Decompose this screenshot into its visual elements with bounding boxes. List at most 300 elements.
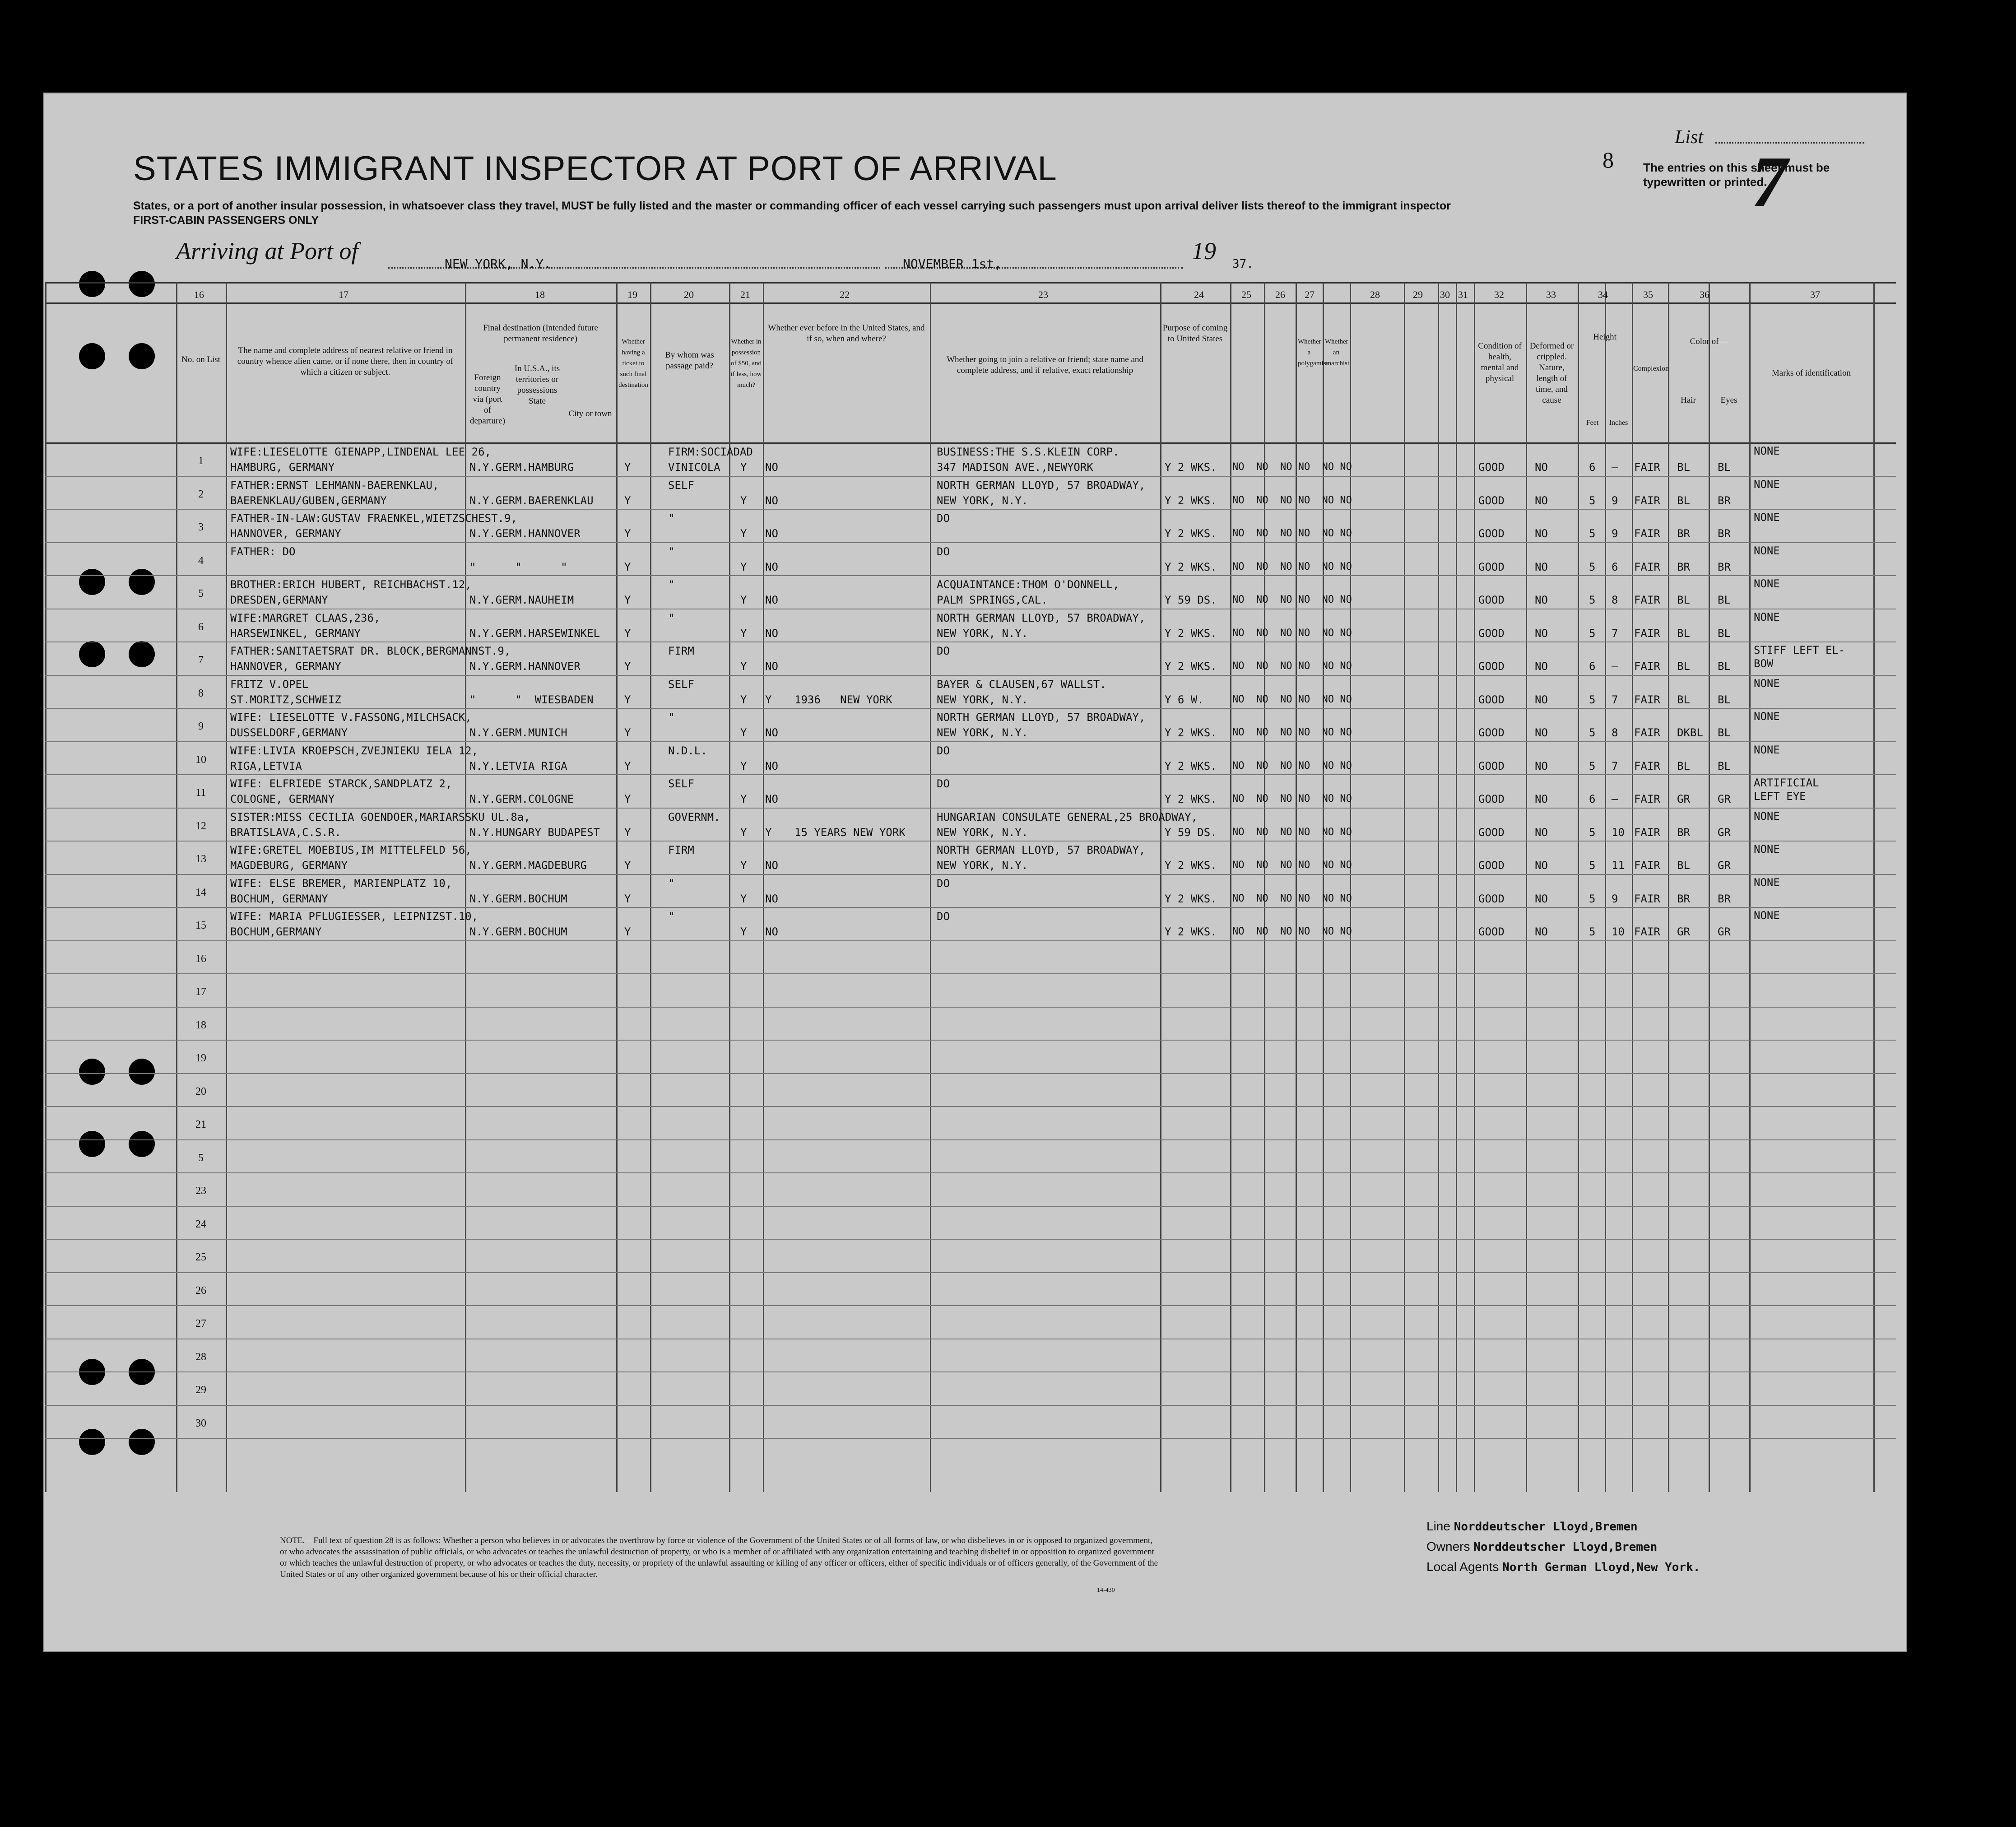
ticket-value: Y: [624, 660, 631, 673]
col-number: 18: [535, 289, 545, 300]
questions-values: NO NO NO NO NO NO: [1232, 561, 1352, 572]
final-destination: " " WIESBADEN: [469, 693, 594, 706]
eye-color: BL: [1718, 461, 1731, 474]
ticket-value: Y: [624, 726, 631, 739]
final-destination: N.Y.GERM.BAERENKLAU: [469, 494, 594, 507]
passage-paid: ": [668, 545, 675, 558]
row-number: 25: [195, 1251, 206, 1263]
money-value: Y: [740, 560, 747, 573]
before-yes-no: NO: [765, 461, 778, 474]
complexion-value: FAIR: [1634, 560, 1660, 573]
purpose-value: Y 6 W.: [1165, 693, 1204, 706]
row-number: 1: [198, 455, 204, 467]
row-number: 3: [198, 521, 204, 533]
passage-paid: ": [668, 910, 675, 923]
marks-value: NONE: [1754, 876, 1780, 889]
ticket-value: Y: [624, 759, 631, 772]
money-value: Y: [740, 693, 747, 706]
purpose-value: Y 2 WKS.: [1165, 925, 1217, 938]
row-number: 29: [195, 1384, 206, 1396]
relative-address-line2: DUSSELDORF,GERMANY: [230, 726, 348, 739]
passage-paid-line2: VINICOLA: [668, 461, 720, 474]
row-number: 14: [195, 886, 206, 898]
questions-values: NO NO NO NO NO NO: [1232, 461, 1352, 473]
joining-line1: DO: [937, 512, 950, 525]
deformed-value: NO: [1535, 494, 1548, 507]
hair-color: BR: [1677, 892, 1690, 905]
before-yes-no: NO: [765, 527, 778, 540]
passage-paid: FIRM:SOCIADAD: [668, 446, 753, 458]
questions-values: NO NO NO NO NO NO: [1232, 727, 1352, 738]
marks-value: NONE: [1754, 710, 1780, 723]
deformed-value: NO: [1535, 892, 1548, 905]
complexion-value: FAIR: [1634, 527, 1660, 540]
header-money: Whether in possession of $50, and if less, how much?: [730, 338, 762, 389]
row-number: 24: [195, 1218, 206, 1230]
row-number: 2: [198, 488, 204, 500]
purpose-value: Y 2 WKS.: [1165, 560, 1217, 573]
relative-address-line1: FATHER: DO: [230, 545, 296, 558]
hair-color: BL: [1677, 759, 1690, 772]
passage-paid: ": [668, 611, 675, 624]
hair-color: GR: [1677, 925, 1690, 938]
col-number: 28: [1370, 289, 1380, 300]
purpose-value: Y 2 WKS.: [1165, 527, 1217, 540]
before-yes-no: NO: [765, 925, 778, 938]
marks-value: ARTIFICIAL LEFT EYE: [1754, 776, 1819, 803]
before-yes-no: NO: [765, 793, 778, 805]
eye-color: BR: [1718, 494, 1731, 507]
row-number: 26: [195, 1284, 206, 1297]
ticket-value: Y: [624, 594, 631, 606]
joining-line2: NEW YORK, N.Y.: [937, 494, 1028, 507]
marks-value: NONE: [1754, 843, 1780, 855]
height-inches: 10: [1612, 826, 1625, 839]
condition-value: GOOD: [1478, 793, 1505, 805]
deformed-value: NO: [1535, 560, 1548, 573]
passage-paid: ": [668, 578, 675, 591]
relative-address-line1: FATHER:SANITAETSRAT DR. BLOCK,BERGMANNST.9,: [230, 645, 511, 657]
relative-address-line1: WIFE:GRETEL MOEBIUS,IM MITTELFELD 56,: [230, 844, 472, 856]
height-inches: 7: [1612, 693, 1618, 706]
joining-line1: BUSINESS:THE S.S.KLEIN CORP.: [937, 446, 1119, 458]
joining-line1: DO: [937, 645, 950, 657]
height-feet: 5: [1589, 560, 1596, 573]
height-inches: –: [1612, 461, 1618, 474]
relative-address-line2: HANNOVER, GERMANY: [230, 527, 341, 540]
passage-paid: ": [668, 877, 675, 890]
row-number: 17: [195, 986, 206, 998]
joining-line1: DO: [937, 910, 950, 923]
complexion-value: FAIR: [1634, 759, 1660, 772]
eye-color: BL: [1718, 627, 1731, 640]
questions-values: NO NO NO NO NO NO: [1232, 926, 1352, 937]
ticket-value: Y: [624, 925, 631, 938]
final-destination: N.Y.GERM.NAUHEIM: [469, 594, 574, 606]
row-number: 28: [195, 1351, 206, 1363]
eye-color: BL: [1718, 594, 1731, 606]
arriving-label: Arriving at Port of: [176, 237, 358, 265]
passage-paid: GOVERNM.: [668, 810, 720, 823]
eye-color: BL: [1718, 693, 1731, 706]
page-number: 8: [1603, 147, 1614, 172]
agents-value: North German Lloyd,New York.: [1502, 1561, 1700, 1574]
height-feet: 6: [1589, 461, 1596, 474]
eye-color: BR: [1718, 560, 1731, 573]
deformed-value: NO: [1535, 859, 1548, 872]
final-destination: N.Y.GERM.COLOGNE: [469, 793, 574, 805]
line-label: Line: [1426, 1519, 1450, 1533]
money-value: Y: [740, 925, 747, 938]
height-feet: 5: [1589, 627, 1596, 640]
hair-color: DKBL: [1677, 726, 1703, 739]
row-number: 19: [195, 1052, 206, 1064]
hair-color: BL: [1677, 594, 1690, 606]
final-destination: N.Y.GERM.BOCHUM: [469, 925, 567, 938]
footer-note: NOTE.—Full text of question 28 is as follows: Whether a person who believes in or advocates the overthrow by force or violence of the Government of the United States or of all forms of law, or who disbelieves in or is opposed to organized government, or who advocates the assassination of public officials, or who advocates or teaches the unlawful destruction of property, or who is a member of or affiliated with any organization entertaining and teaching disbelief in or opposition to organized government or which teaches the unlawful destruction of property, or who advocates or teaches the duty, necessity, or propriety of the unlawful assaulting or killing of any officer or officers, either of specific individuals or of officers generally, of the Government of the United States or of any other organized government because of his or their official character.: [280, 1536, 1158, 1579]
condition-value: GOOD: [1478, 726, 1505, 739]
row-number: 21: [195, 1119, 206, 1130]
marks-value: STIFF LEFT EL- BOW: [1754, 644, 1845, 670]
height-inches: 7: [1612, 759, 1618, 772]
hair-color: BL: [1677, 693, 1690, 706]
marks-value: NONE: [1754, 743, 1780, 756]
joining-line1: NORTH GERMAN LLOYD, 57 BROADWAY,: [937, 479, 1146, 492]
complexion-value: FAIR: [1634, 494, 1660, 507]
col-number: 37: [1810, 289, 1820, 300]
relative-address-line2: BAERENKLAU/GUBEN,GERMANY: [230, 494, 387, 507]
deformed-value: NO: [1535, 793, 1548, 805]
relative-address-line2: RIGA,LETVIA: [230, 759, 302, 772]
relative-address-line2: DRESDEN,GERMANY: [230, 594, 328, 606]
col-number: 25: [1241, 289, 1251, 300]
condition-value: GOOD: [1478, 759, 1505, 772]
agents-field: [1426, 1560, 1700, 1574]
passage-paid: FIRM: [668, 844, 694, 856]
before-yes-no: NO: [765, 759, 778, 772]
year-suffix: 37.: [1232, 257, 1254, 271]
relative-address-line2: HANNOVER, GERMANY: [230, 660, 341, 673]
instructions-line-1: States, or a port of another insular possession, in whatsoever class they travel, MUST be fully listed and the master or commanding officer of each vessel carrying such passengers must upon arrival deliver lists thereof to the immigrant inspector: [133, 200, 1451, 212]
purpose-value: Y 2 WKS.: [1165, 461, 1217, 474]
money-value: Y: [740, 759, 747, 772]
condition-value: GOOD: [1478, 693, 1505, 706]
condition-value: GOOD: [1478, 826, 1505, 839]
height-inches: –: [1612, 660, 1618, 673]
hair-color: BR: [1677, 826, 1690, 839]
questions-values: NO NO NO NO NO NO: [1232, 693, 1352, 705]
joining-line2: NEW YORK, N.Y.: [937, 859, 1028, 872]
condition-value: GOOD: [1478, 494, 1505, 507]
header-hair: Hair: [1681, 395, 1696, 405]
passage-paid: N.D.L.: [668, 744, 707, 757]
final-destination: N.Y.GERM.MAGDEBURG: [469, 859, 587, 872]
height-inches: 11: [1612, 859, 1625, 872]
joining-line1: NORTH GERMAN LLOYD, 57 BROADWAY,: [937, 611, 1146, 624]
year-prefix: 19: [1192, 237, 1216, 265]
height-feet: 6: [1589, 793, 1596, 805]
header-marks: Marks of identification: [1771, 368, 1851, 378]
joining-line1: BAYER & CLAUSEN,67 WALLST.: [937, 678, 1106, 691]
ticket-value: Y: [624, 793, 631, 805]
condition-value: GOOD: [1478, 859, 1505, 872]
col-number: 22: [840, 289, 850, 300]
purpose-value: Y 2 WKS.: [1165, 759, 1217, 772]
deformed-value: NO: [1535, 660, 1548, 673]
passage-paid: SELF: [668, 479, 694, 492]
complexion-value: FAIR: [1634, 461, 1660, 474]
money-value: Y: [740, 726, 747, 739]
row-number: 10: [195, 753, 206, 766]
header-foreign-country: Foreign country via (port of departure): [469, 373, 506, 426]
complexion-value: FAIR: [1634, 693, 1660, 706]
relative-address-line2: ST.MORITZ,SCHWEIZ: [230, 693, 341, 706]
joining-line2: NEW YORK, N.Y.: [937, 726, 1028, 739]
marks-value: NONE: [1754, 511, 1780, 524]
complexion-value: FAIR: [1634, 726, 1660, 739]
hair-color: BR: [1677, 560, 1690, 573]
col-number: 20: [684, 289, 694, 300]
relative-address-line2: HARSEWINKEL, GERMANY: [230, 627, 361, 640]
eye-color: BR: [1718, 892, 1731, 905]
questions-values: NO NO NO NO NO NO: [1232, 627, 1352, 639]
purpose-value: Y 59 DS.: [1165, 826, 1217, 839]
eye-color: GR: [1718, 859, 1731, 872]
height-feet: 5: [1589, 925, 1596, 938]
eye-color: BL: [1718, 726, 1731, 739]
relative-address-line1: WIFE: ELSE BREMER, MARIENPLATZ 10,: [230, 877, 452, 890]
row-number: 23: [195, 1185, 206, 1197]
header-complexion: Complexion: [1633, 365, 1669, 372]
relative-address-line1: FRITZ V.OPEL: [230, 678, 309, 691]
complexion-value: FAIR: [1634, 826, 1660, 839]
relative-address-line1: WIFE: MARIA PFLUGIESSER, LEIPNIZST.10,: [230, 910, 478, 923]
line-field: [1426, 1519, 1638, 1534]
ticket-value: Y: [624, 892, 631, 905]
row-number: 6: [198, 621, 204, 633]
before-yes-no: NO: [765, 660, 778, 673]
height-feet: 5: [1589, 693, 1596, 706]
before-yes-no: NO: [765, 859, 778, 872]
questions-values: NO NO NO NO NO NO: [1232, 860, 1352, 871]
row-number: 13: [195, 853, 206, 865]
height-feet: 5: [1589, 527, 1596, 540]
relative-address-line1: WIFE:LIESELOTTE GIENAPP,LINDENAL LEE 26,: [230, 446, 491, 458]
relative-address-line1: WIFE:LIVIA KROEPSCH,ZVEJNIEKU IELA 12,: [230, 744, 478, 757]
hair-color: BL: [1677, 627, 1690, 640]
marks-value: NONE: [1754, 577, 1780, 590]
relative-address-line1: FATHER:ERNST LEHMANN-BAERENKLAU,: [230, 479, 439, 492]
deformed-value: NO: [1535, 726, 1548, 739]
hair-color: BL: [1677, 859, 1690, 872]
final-destination: N.Y.GERM.HAMBURG: [469, 461, 574, 474]
joining-line2: NEW YORK, N.Y.: [937, 627, 1028, 640]
col-number: 27: [1305, 289, 1315, 300]
complexion-value: FAIR: [1634, 859, 1660, 872]
col-number: 34: [1598, 289, 1608, 300]
joining-line1: DO: [937, 777, 950, 790]
before-yes-no: NO: [765, 560, 778, 573]
col-number: 32: [1494, 289, 1504, 300]
row-number: 18: [195, 1019, 206, 1031]
joining-line1: DO: [937, 744, 950, 757]
complexion-value: FAIR: [1634, 892, 1660, 905]
hair-color: GR: [1677, 793, 1690, 805]
height-feet: 5: [1589, 726, 1596, 739]
height-inches: –: [1612, 793, 1618, 805]
header-color-of: Color of—: [1690, 337, 1728, 346]
manifest-table: [45, 282, 1896, 1492]
deformed-value: NO: [1535, 627, 1548, 640]
row-number: 5: [198, 588, 204, 600]
height-inches: 9: [1612, 494, 1618, 507]
purpose-value: Y 2 WKS.: [1165, 793, 1217, 805]
money-value: Y: [740, 527, 747, 540]
col-number: 19: [627, 289, 637, 300]
relative-address-line2: BOCHUM,GERMANY: [230, 925, 322, 938]
page-title: STATES IMMIGRANT INSPECTOR AT PORT OF ARRIVAL: [133, 149, 1057, 188]
col-number: 31: [1458, 289, 1468, 300]
final-destination: " " ": [469, 560, 567, 573]
before-when-where: 1936 NEW YORK: [794, 693, 892, 706]
height-inches: 6: [1612, 560, 1618, 573]
relative-address-line2: BRATISLAVA,C.S.R.: [230, 826, 341, 839]
height-feet: 5: [1589, 594, 1596, 606]
col-number: 17: [339, 289, 348, 300]
header-purpose: Purpose of coming to United States: [1162, 323, 1228, 344]
money-value: Y: [740, 859, 747, 872]
joining-line2: NEW YORK, N.Y.: [937, 693, 1028, 706]
ticket-value: Y: [624, 627, 631, 640]
money-value: Y: [740, 660, 747, 673]
row-number: 4: [198, 554, 204, 567]
col-number: 35: [1643, 289, 1653, 300]
eye-color: GR: [1718, 826, 1731, 839]
header-height: Height: [1593, 332, 1617, 342]
relative-address-line2: COLOGNE, GERMANY: [230, 793, 335, 805]
marks-value: NONE: [1754, 809, 1780, 823]
before-yes-no: NO: [765, 726, 778, 739]
hair-color: BL: [1677, 494, 1690, 507]
questions-values: NO NO NO NO NO NO: [1232, 793, 1352, 804]
header-eyes: Eyes: [1720, 395, 1737, 405]
purpose-value: Y 2 WKS.: [1165, 726, 1217, 739]
col-number: 30: [1440, 289, 1450, 300]
col-number: 23: [1038, 289, 1048, 300]
purpose-value: Y 2 WKS.: [1165, 660, 1217, 673]
joining-line2: 347 MADISON AVE.,NEWYORK: [937, 461, 1093, 474]
list-number-handwritten: 7: [1751, 141, 1788, 222]
purpose-value: Y 59 DS.: [1165, 594, 1217, 606]
deformed-value: NO: [1535, 826, 1548, 839]
before-yes-no: Y: [765, 693, 772, 706]
purpose-value: Y 2 WKS.: [1165, 859, 1217, 872]
header-going-join: Whether going to join a relative or friend; state name and complete address, and if relative, exact relationship: [947, 355, 1143, 375]
arrival-date: NOVEMBER 1st,: [903, 256, 1002, 271]
row-number: 27: [195, 1318, 206, 1330]
instructions: [133, 199, 1623, 228]
header-relative: The name and complete address of nearest relative or friend in country whence alien came, or if none there, then in country of which a citizen or subject.: [237, 346, 454, 377]
complexion-value: FAIR: [1634, 660, 1660, 673]
header-deformed: Deformed or crippled. Nature, length of time, and cause: [1529, 341, 1574, 405]
marks-value: NONE: [1754, 445, 1780, 457]
height-feet: 5: [1589, 759, 1596, 772]
joining-line1: ACQUAINTANCE:THOM O'DONNELL,: [937, 578, 1119, 591]
deformed-value: NO: [1535, 759, 1548, 772]
ticket-value: Y: [624, 826, 631, 839]
header-city: City or town: [568, 409, 612, 418]
row-number: 8: [198, 687, 204, 699]
line-value: Norddeutscher Lloyd,Bremen: [1454, 1520, 1638, 1534]
ticket-value: Y: [624, 494, 631, 507]
relative-address-line1: WIFE:MARGRET CLAAS,236,: [230, 611, 381, 624]
passage-paid: ": [668, 512, 675, 525]
before-yes-no: NO: [765, 627, 778, 640]
hair-color: BL: [1677, 660, 1690, 673]
port-value: NEW YORK, N.Y.: [445, 256, 552, 271]
purpose-value: Y 2 WKS.: [1165, 494, 1217, 507]
passage-paid: FIRM: [668, 645, 694, 657]
header-feet: Feet: [1586, 419, 1599, 427]
complexion-value: FAIR: [1634, 627, 1660, 640]
height-inches: 10: [1612, 925, 1625, 938]
height-inches: 9: [1612, 527, 1618, 540]
relative-address-line1: FATHER-IN-LAW:GUSTAV FRAENKEL,WIETZSCHEST.9,: [230, 512, 517, 525]
condition-value: GOOD: [1478, 925, 1505, 938]
purpose-value: Y 2 WKS.: [1165, 892, 1217, 905]
final-destination: N.Y.GERM.HANNOVER: [469, 660, 581, 673]
row-number: 15: [195, 920, 206, 931]
marks-value: NONE: [1754, 610, 1780, 623]
ticket-value: Y: [624, 527, 631, 540]
col-number: 36: [1700, 289, 1709, 300]
form-id: 14-430: [1097, 1587, 1115, 1594]
header-inches: Inches: [1609, 419, 1628, 427]
money-value: Y: [740, 461, 747, 474]
agents-label: Local Agents: [1426, 1560, 1499, 1574]
before-yes-no: NO: [765, 494, 778, 507]
joining-line1: NORTH GERMAN LLOYD, 57 BROADWAY,: [937, 844, 1146, 856]
col-number: 21: [740, 289, 750, 300]
before-yes-no: NO: [765, 594, 778, 606]
before-yes-no: NO: [765, 892, 778, 905]
marks-value: NONE: [1754, 478, 1780, 491]
header-condition: Condition of health, mental and physical: [1478, 341, 1522, 383]
joining-line2: PALM SPRINGS,CAL.: [937, 594, 1048, 606]
deformed-value: NO: [1535, 461, 1548, 474]
row-number: 16: [195, 953, 206, 965]
purpose-value: Y 2 WKS.: [1165, 627, 1217, 640]
header-no-on-list: No. on List: [181, 355, 221, 364]
row-number: 11: [195, 787, 206, 799]
header-anarchist: Whether an anarchist: [1325, 338, 1350, 367]
deformed-value: NO: [1535, 925, 1548, 938]
money-value: Y: [740, 826, 747, 839]
header-us-state: In U.S.A., its territories or possessions State: [514, 364, 560, 406]
condition-value: GOOD: [1478, 594, 1505, 606]
money-value: Y: [740, 892, 747, 905]
final-destination: N.Y.GERM.BOCHUM: [469, 892, 567, 905]
col-number: 26: [1275, 289, 1285, 300]
hair-color: BL: [1677, 461, 1690, 474]
passage-paid: SELF: [668, 678, 694, 691]
ticket-value: Y: [624, 859, 631, 872]
eye-color: GR: [1718, 925, 1731, 938]
relative-address-line1: WIFE: LIESELOTTE V.FASSONG,MILCHSACK,: [230, 711, 472, 724]
condition-value: GOOD: [1478, 627, 1505, 640]
relative-address-line1: BROTHER:ERICH HUBERT, REICHBACHST.12,: [230, 578, 472, 591]
final-destination: N.Y.HUNGARY BUDAPEST: [469, 826, 600, 839]
